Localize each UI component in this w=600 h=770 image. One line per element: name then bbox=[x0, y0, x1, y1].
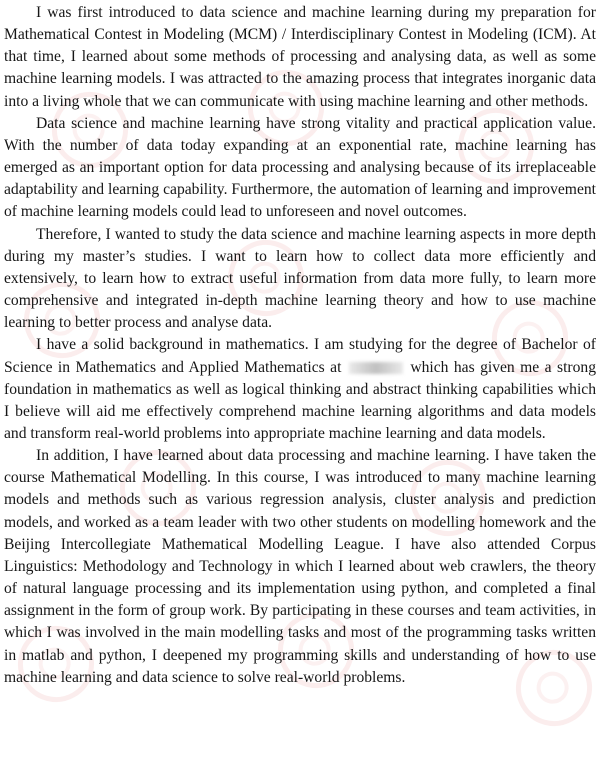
redaction-blur bbox=[349, 362, 403, 374]
paragraph-2: Data science and machine learning have strong vitality and practical application value. With the number of data today expanding at an exponential rate, machine learning has emerged as an important option for data processing and analysing because of its irreplaceable adaptability and learning capability. Furthermore, the automation of learning and improvement of machine learning models could lead to unforeseen and novel outcomes. bbox=[4, 114, 596, 221]
document-body bbox=[4, 2, 596, 689]
paragraph-4 bbox=[4, 334, 596, 445]
paragraph-5: In addition, I have learned about data processing and machine learning. I have taken the course Mathematical Modelling. In this course, I was introduced to many machine learning models and methods such as various regression analysis, cluster analysis and prediction models, and worked as a team leader with two other students on modelling homework and the Beijing Intercollegiate Mathematical Modelling League. I have also attended Corpus Linguistics: Methodology and Technology in which I learned about web crawlers, the theory of natural language processing and its implementation using python, and completed a final assignment in the form of group work. By participating in these courses and team activities, in which I was involved in the main modelling tasks and most of the programming tasks written in matlab and python, I deepened my programming skills and understanding of how to use machine learning and data science to solve real-world problems. bbox=[4, 447, 596, 686]
paragraph-4-text-after: which has given me a strong foundation in mathematics as well as logical thinking and abstract thinking capabilities which I believe will aid me effectively comprehend machine learning algorithms and data models and transform real-world problems into appropriate machine learning and data models. bbox=[4, 358, 596, 442]
paragraph-3: Therefore, I wanted to study the data science and machine learning aspects in more depth during my master’s studies. I want to learn how to collect data more efficiently and extensively, to learn how to extract useful information from data more fully, to learn more comprehensive and integrated in-depth machine learning theory and how to use machine learning to better process and analyse data. bbox=[4, 225, 596, 332]
paragraph-4-text-before: I have a solid background in mathematics. I am studying for the degree of Bachelor of Science in Mathematics and Applied Mathematics at bbox=[4, 336, 596, 376]
paragraph-1: I was first introduced to data science and machine learning during my preparation for Mathematical Contest in Modeling (MCM) / Interdisciplinary Contest in Modeling (ICM). At that time, I learned about some methods of processing and analysing data, as well as some machine learning models. I was attracted to the amazing process that integrates inorganic data into a living whole that we can communicate with using machine learning and other methods. bbox=[4, 4, 596, 110]
